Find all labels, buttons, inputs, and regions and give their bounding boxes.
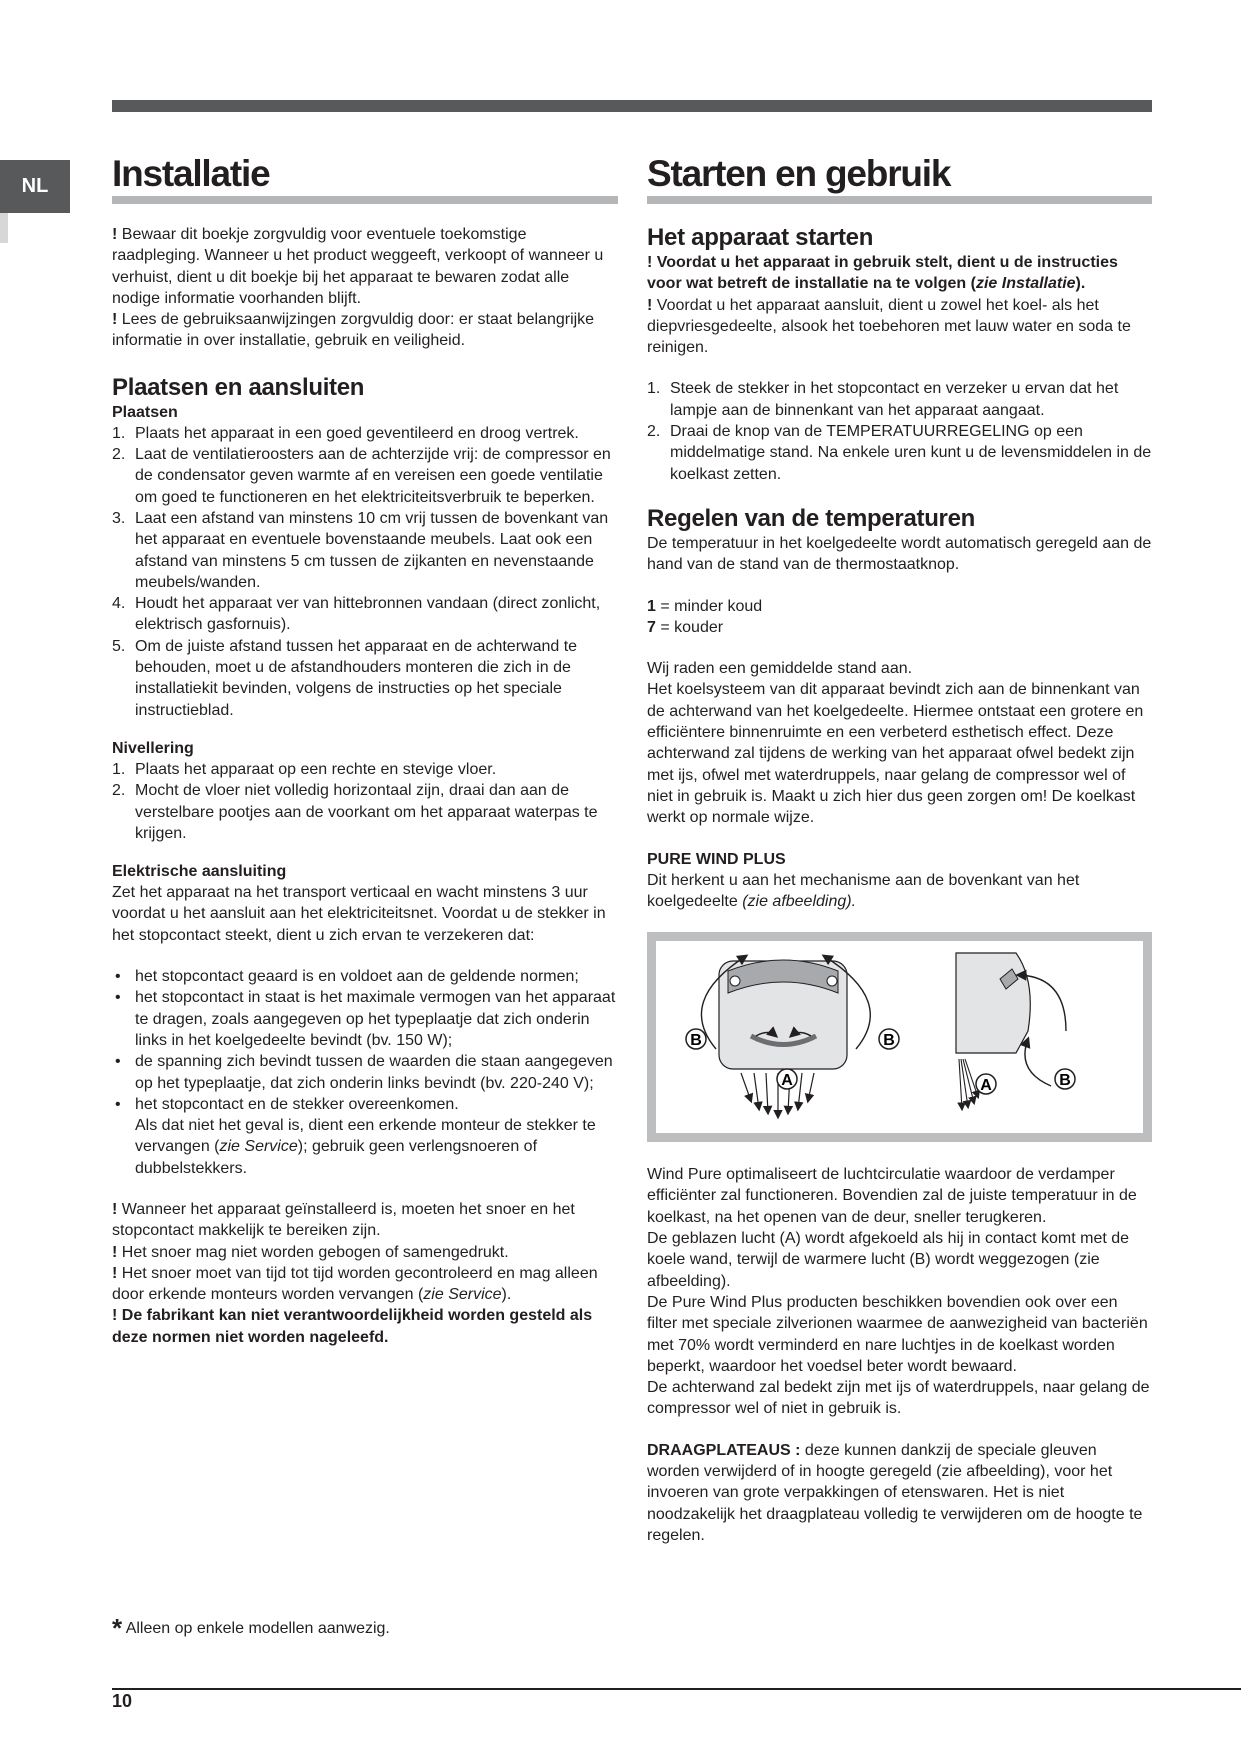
intro-paragraph-2: ! Lees de gebruiksaanwijzingen zorgvuldig door: er staat belangrijke informatie in over installatie, gebruik en veiligheid. (112, 311, 595, 350)
language-tab (0, 160, 70, 213)
edge-marker (0, 213, 8, 243)
label-a: A (781, 1072, 793, 1090)
label-b: B (690, 1032, 702, 1050)
list-text: Laat een afstand van minstens 10 cm vrij tussen de bovenkant van het apparaat en eventuele bovenstaande meubels. Laat ook een afstand van minstens 5 cm tussen de zijkanten en nevenstaande meubels/wanden. (135, 509, 609, 591)
screw-icon (730, 976, 740, 986)
electric-checklist (112, 966, 618, 1179)
title-rule (647, 196, 1152, 204)
start-steps-list (647, 378, 1152, 484)
temperature-section-title: Regelen van de temperaturen (647, 504, 976, 532)
list-number: 5. (112, 637, 126, 655)
label-b: B (883, 1032, 895, 1050)
placing-section-title: Plaatsen en aansluiten (112, 373, 365, 401)
list-number: 1. (112, 424, 126, 442)
list-number: 1. (647, 380, 661, 398)
fan-unit-side (956, 953, 1030, 1053)
list-text: Draai de knop van de TEMPERATUURREGELING op een middelmatige stand. Na enkele uren kunt u de levensmiddelen in de koelkast zetten. (670, 423, 1152, 483)
list-number: 4. (112, 595, 126, 613)
page-number: 10 (112, 1691, 133, 1711)
usage-title: Starten en gebruik (647, 153, 951, 194)
list-item: • de spanning zich bevindt tussen de waarden die staan aangegeven op het typeplaatje, dat zich onderin links bevindt (bv. 220-240 V); (115, 1053, 613, 1092)
wind-paragraph-1: Wind Pure optimaliseert de luchtcirculatie waardoor de verdamper efficiënter zal functioneren. Bovendien zal de juiste temperatuur in de koelkast, na het openen van de deur, sneller terugkeren. (647, 1166, 1137, 1226)
list-text: Steek de stekker in het stopcontact en verzeker u ervan dat het lampje aan de binnenkant van het apparaat aangaat. (670, 380, 1119, 419)
list-number: 2. (112, 782, 126, 800)
list-text: Plaats het apparaat in een goed geventileerd en droog vertrek. (135, 424, 579, 442)
wind-paragraph-4: De achterwand zal bedekt zijn met ijs of waterdruppels, naar gelang de compressor wel of niet in gebruik is. (647, 1379, 1150, 1418)
electric-subtitle: Elektrische aansluiting (112, 863, 287, 881)
cold-air-arrow (798, 1073, 802, 1109)
usage-column (647, 152, 1152, 1546)
list-item (112, 636, 618, 721)
list-item (647, 421, 1152, 485)
temperature-intro: De temperatuur in het koelgedeelte wordt automatisch geregeld aan de hand van de stand van de thermostaatknop. (647, 534, 1152, 574)
start-clean: ! Voordat u het apparaat aansluit, dient u zowel het koel- als het diepvriesgedeelte, alsook het toebehoren met lauw water en soda te reinigen. (647, 296, 1131, 357)
bottom-rule (112, 1688, 1241, 1690)
setting-1: 1 = minder koud (647, 597, 763, 615)
list-item (112, 508, 618, 593)
temperature-body: Het koelsysteem van dit apparaat bevindt zich aan de binnenkant van de achterwand van het koelgedeelte. Hiermee ontstaat een grotere en efficiëntere binnenruimte en een verbeterd esthetisch effect. Deze achterwand zal tijdens de werking van het apparaat ofwel bedekt zijn met ijs, ofwel met waterdruppels, naar gelang de compressor wel of niet in gebruik is. Maakt u zich hier dus geen zorgen om! De koelkast werkt op normale wijze. (647, 681, 1144, 827)
start-note: ! Voordat u het apparaat in gebruik stelt, dient u de instructies voor wat betreft de installatie na te volgen (zie Installatie). (647, 254, 1118, 293)
list-item (112, 444, 618, 508)
list-item (112, 423, 618, 444)
list-item: • het stopcontact en de stekker overeenkomen. Als dat niet het geval is, dient een erkende monteur de stekker te vervangen (zie Service); gebruik geen verlengsnoeren of dubbelstekkers. (115, 1095, 596, 1177)
temperature-advice: Wij raden een gemiddelde stand aan. (647, 660, 913, 678)
label-b: B (1059, 1072, 1071, 1090)
placing-list (112, 423, 618, 721)
cold-air-arrow (741, 1073, 751, 1101)
list-item: • het stopcontact geaard is en voldoet aan de geldende normen; (115, 968, 579, 986)
pure-wind-figure (647, 932, 1152, 1142)
list-item (112, 780, 618, 844)
list-number: 1. (112, 760, 126, 778)
wind-paragraph-2: De geblazen lucht (A) wordt afgekoeld als hij in contact komt met de koele wand, terwijl de warmere lucht (B) wordt weggezogen (zie afbeelding). (647, 1230, 1130, 1290)
warning-3: ! Het snoer moet van tijd tot tijd worden gecontroleerd en mag alleen door erkende monteurs worden vervangen (zie Service). (112, 1264, 598, 1304)
warm-air-arrow (1025, 1039, 1051, 1086)
leveling-subtitle: Nivellering (112, 739, 194, 757)
language-code: NL (21, 175, 49, 197)
warning-2: ! Het snoer mag niet worden gebogen of samengedrukt. (112, 1243, 509, 1261)
footnote: * Alleen op enkele modellen aanwezig. (112, 1613, 390, 1643)
list-text: Mocht de vloer niet volledig horizontaal zijn, draai dan aan de verstelbare pootjes aan de voorkant om het apparaat waterpas te krijgen. (135, 782, 598, 842)
airflow-diagram (656, 941, 1143, 1133)
cold-air-arrow (808, 1073, 814, 1101)
list-text: Houdt het apparaat ver van hittebronnen vandaan (direct zonlicht, elektrisch gasfornuis). (135, 595, 601, 634)
list-text: Plaats het apparaat op een rechte en stevige vloer. (135, 760, 497, 778)
leveling-list (112, 759, 618, 844)
installation-column (112, 152, 618, 1348)
list-text: Om de juiste afstand tussen het apparaat en de achterwand te behouden, moet u de afstandhouders monteren die zich in de installatiekit bevinden, volgens de instructies op het speciale instructieblad. (135, 637, 578, 719)
top-bar (112, 100, 1152, 112)
title-rule (112, 196, 618, 204)
list-item (647, 378, 1152, 421)
setting-7: 7 = kouder (647, 618, 724, 636)
cold-air-arrow (766, 1073, 768, 1113)
installation-title: Installatie (112, 153, 270, 194)
list-number: 2. (647, 423, 661, 441)
warning-4: ! De fabrikant kan niet verantwoordelijkheid worden gesteld als deze normen niet worden nageleefd. (112, 1307, 593, 1346)
wind-paragraph-3: De Pure Wind Plus producten beschikken bovendien ook over een filter met speciale zilverionen waarmee de aanwezigheid van bacteriën met 70% wordt verminderd en nare luchtjes in de koelkast worden beperkt, waardoor het voedsel beter wordt bewaard. (647, 1293, 1148, 1375)
list-item (112, 759, 618, 780)
warning-1: ! Wanneer het apparaat geïnstalleerd is, moeten het snoer en het stopcontact makkelijk te bereiken zijn. (112, 1200, 575, 1240)
list-item: • het stopcontact in staat is het maximale vermogen van het apparaat te dragen, zoals aangegeven op het typeplaatje dat zich onderin links in het koelgedeelte bevindt (bv. 150 W); (115, 989, 616, 1049)
list-text: Laat de ventilatieroosters aan de achterzijde vrij: de compressor en de condensator geven warmte af en vereisen een goede ventilatie om goed te functioneren en het elektriciteitsverbruik te beperken. (135, 446, 611, 506)
list-number: 3. (112, 509, 126, 527)
shelves-paragraph: DRAAGPLATEAUS : deze kunnen dankzij de speciale gleuven worden verwijderd of in hoogte geregeld (zie afbeelding), voor het invoeren van grote verpakkingen of etenswaren. Het is niet noodzakelijk het draagplateau volledig te verwijderen om de hoogte te regelen. (647, 1441, 1143, 1544)
start-section-title: Het apparaat starten (647, 224, 874, 251)
electric-intro: Zet het apparaat na het transport verticaal en wacht minstens 3 uur voordat u het aansluit aan het elektriciteitsnet. Voordat u de stekker in het stopcontact steekt, dient u zich ervan te verzekeren dat: (112, 884, 606, 944)
list-item (112, 593, 618, 636)
intro-paragraph-1: ! Bewaar dit boekje zorgvuldig voor eventuele toekomstige raadpleging. Wanneer u het product weggeeft, verkoopt of wanneer u verhuist, dient u dit boekje bij het apparaat te bewaren zodat alle nodige informatie voorhanden blijft. (112, 226, 604, 307)
label-a: A (980, 1077, 992, 1095)
list-number: 2. (112, 446, 126, 464)
placing-subtitle: Plaatsen (112, 403, 178, 421)
pure-wind-plus-title: PURE WIND PLUS (647, 850, 786, 868)
pure-wind-plus-text: Dit herkent u aan het mechanisme aan de bovenkant van het koelgedeelte (zie afbeelding). (647, 871, 1080, 910)
screw-icon (827, 976, 837, 986)
cold-air-arrow (754, 1073, 759, 1109)
